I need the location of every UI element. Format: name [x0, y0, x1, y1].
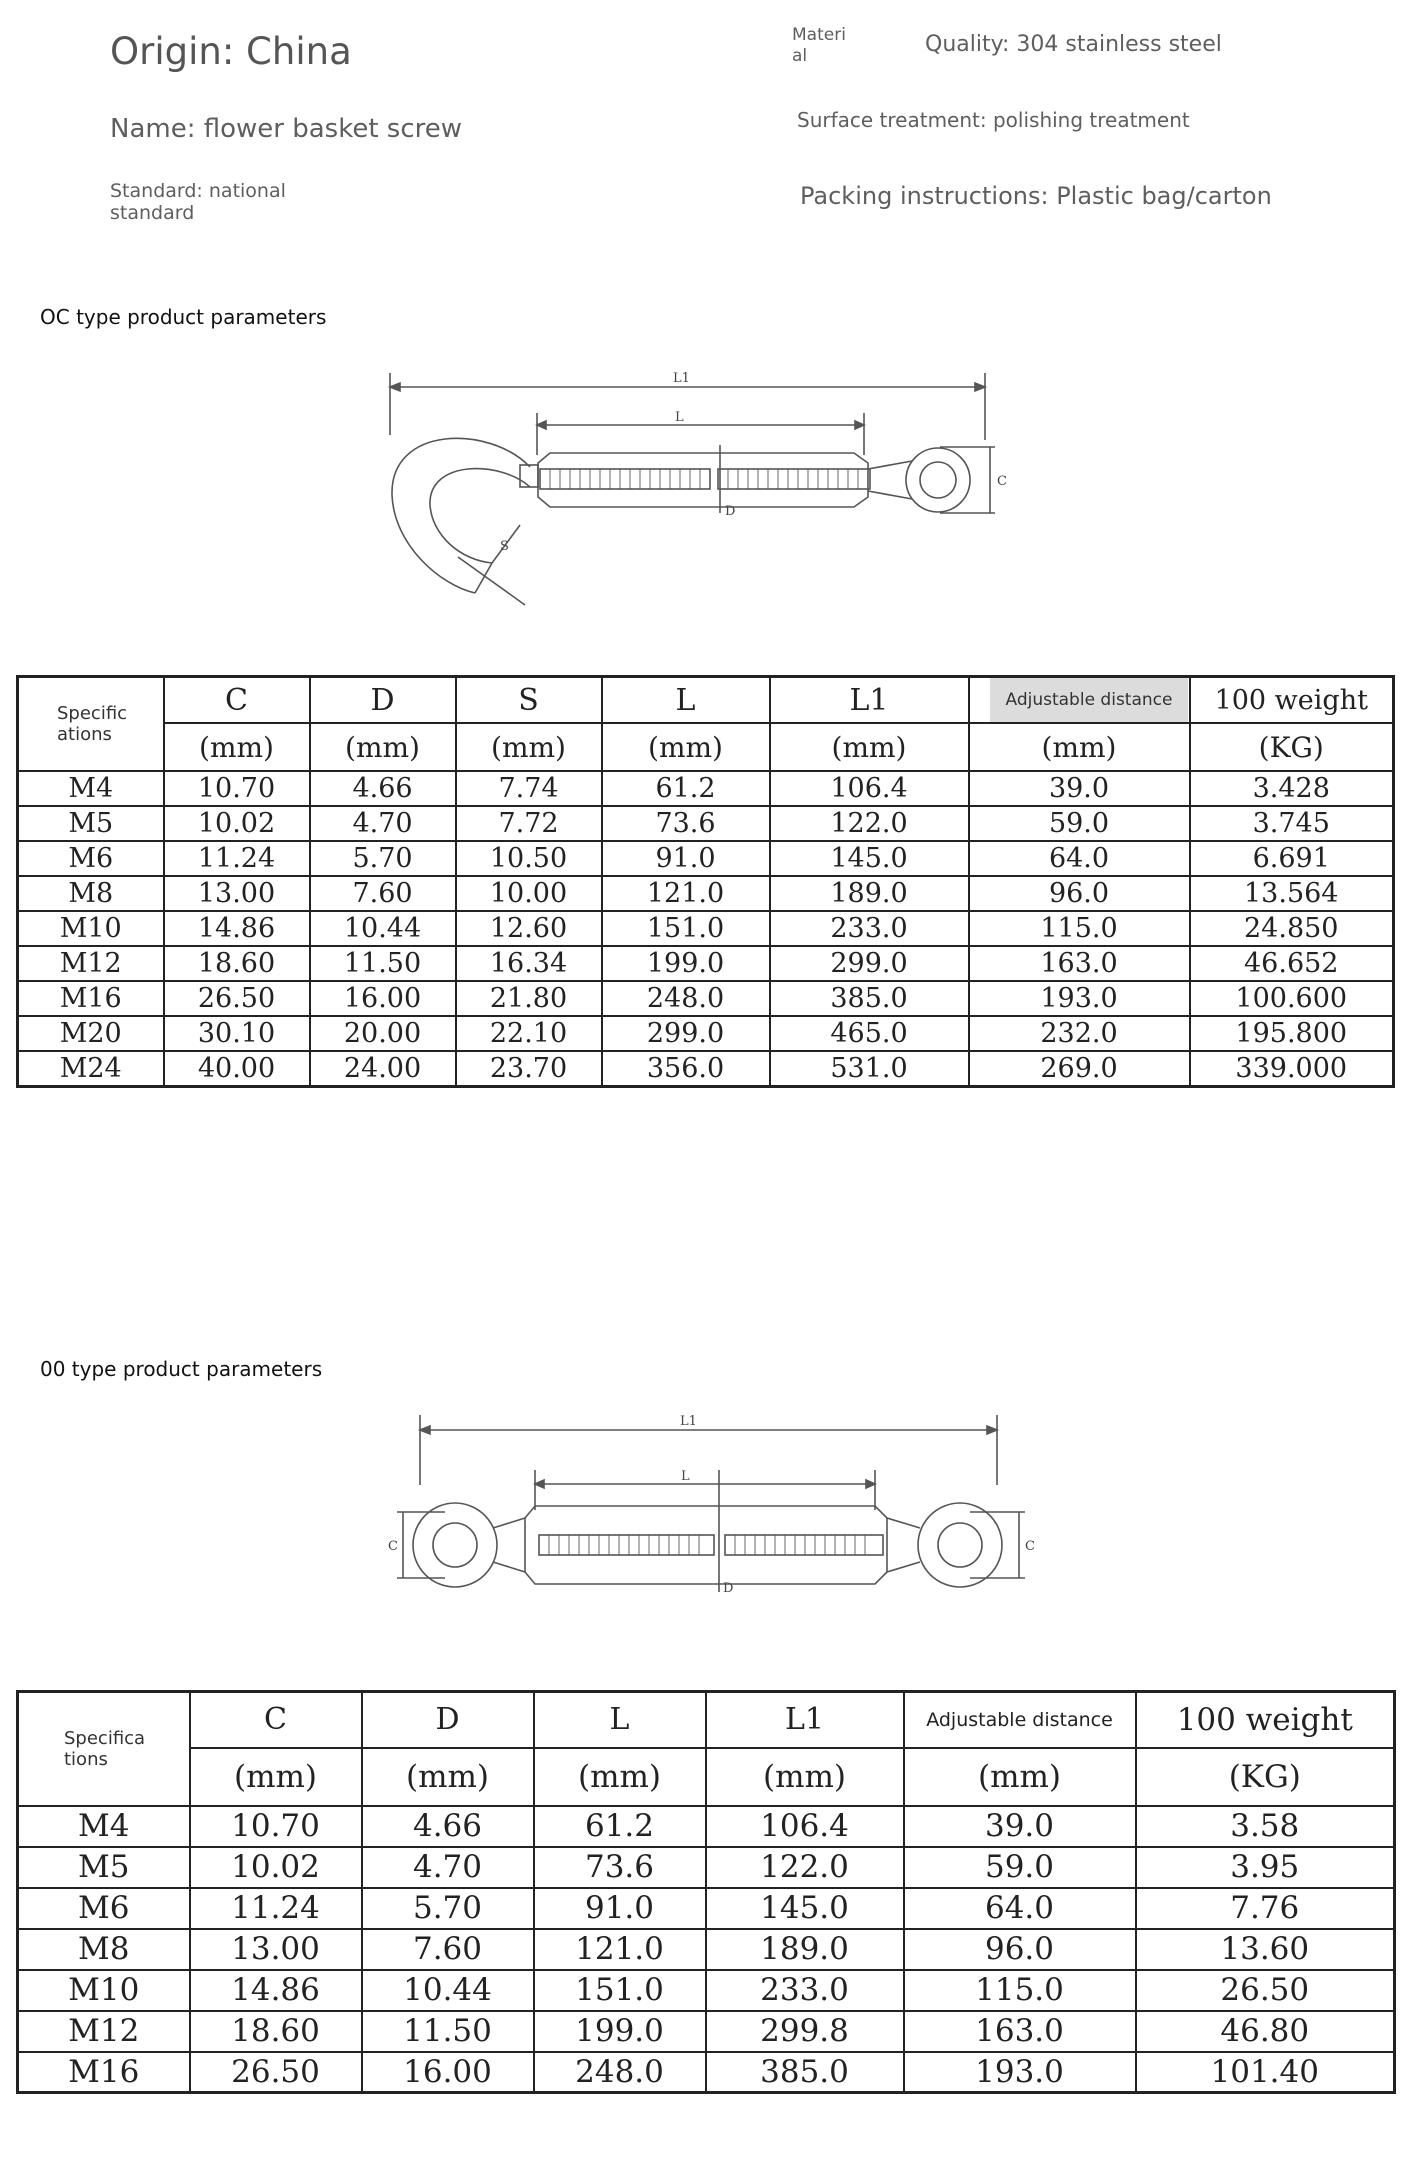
value-cell: 145.0 [706, 1888, 904, 1929]
unit-cell: (KG) [1190, 723, 1394, 771]
value-cell: 96.0 [904, 1929, 1136, 1970]
value-cell: 299.8 [706, 2011, 904, 2052]
spec-cell: M12 [18, 2011, 190, 2052]
value-cell: 199.0 [534, 2011, 706, 2052]
unit-cell: (mm) [164, 723, 310, 771]
value-cell: 7.76 [1136, 1888, 1395, 1929]
spec-cell: M16 [18, 2052, 190, 2093]
value-cell: 46.80 [1136, 2011, 1395, 2052]
spec-cell: M12 [18, 946, 164, 981]
value-cell: 20.00 [310, 1016, 456, 1051]
value-cell: 101.40 [1136, 2052, 1395, 2093]
table-row [18, 911, 1394, 946]
value-cell: 232.0 [969, 1016, 1190, 1051]
value-cell: 193.0 [904, 2052, 1136, 2093]
oc-turnbuckle-diagram [380, 365, 1020, 625]
standard-line1: Standard: national [110, 180, 286, 202]
col-header-c: C [164, 677, 310, 724]
value-cell: 21.80 [456, 981, 602, 1016]
value-cell: 356.0 [602, 1051, 770, 1086]
col-header-d: D [310, 677, 456, 724]
adjustable-label: Adjustable distance [990, 678, 1189, 722]
value-cell: 46.652 [1190, 946, 1394, 981]
value-cell: 151.0 [534, 1970, 706, 2011]
value-cell: 11.24 [164, 841, 310, 876]
table-row [18, 1929, 1395, 1970]
value-cell: 61.2 [602, 771, 770, 806]
unit-cell: (KG) [1136, 1748, 1395, 1806]
value-cell: 11.50 [362, 2011, 534, 2052]
value-cell: 121.0 [534, 1929, 706, 1970]
col-header-d: D [362, 1692, 534, 1748]
table-row [18, 1847, 1395, 1888]
value-cell: 39.0 [969, 771, 1190, 806]
spec-cell: M16 [18, 981, 164, 1016]
table-row [18, 2011, 1395, 2052]
spec-cell: M8 [18, 876, 164, 911]
oo-label-d: D [723, 1581, 734, 1596]
value-cell: 73.6 [602, 806, 770, 841]
table-row [18, 876, 1394, 911]
value-cell: 14.86 [190, 1970, 362, 2011]
oo-turnbuckle-diagram [385, 1410, 1045, 1610]
standard-line2: standard [110, 202, 195, 224]
value-cell: 122.0 [770, 806, 969, 841]
spec-cell: M5 [18, 1847, 190, 1888]
value-cell: 30.10 [164, 1016, 310, 1051]
unit-cell: (mm) [310, 723, 456, 771]
table-row [18, 1051, 1394, 1086]
oo-parameter-table [16, 1690, 1396, 2094]
value-cell: 22.10 [456, 1016, 602, 1051]
packing-text: Packing instructions: Plastic bag/carton [800, 182, 1272, 210]
spec-header [18, 1692, 190, 1806]
material-line2: al [792, 46, 808, 66]
spec-header-line2: ations [57, 724, 112, 745]
value-cell: 121.0 [602, 876, 770, 911]
oc-label-s: S [500, 539, 509, 554]
value-cell: 385.0 [770, 981, 969, 1016]
unit-cell: (mm) [534, 1748, 706, 1806]
value-cell: 24.00 [310, 1051, 456, 1086]
value-cell: 3.745 [1190, 806, 1394, 841]
unit-cell: (mm) [969, 723, 1190, 771]
spec-cell: M6 [18, 1888, 190, 1929]
value-cell: 199.0 [602, 946, 770, 981]
oc-table-body [18, 771, 1394, 1086]
table-row [18, 841, 1394, 876]
value-cell: 5.70 [310, 841, 456, 876]
value-cell: 3.58 [1136, 1806, 1395, 1847]
col-header-l: L [602, 677, 770, 724]
table-row [18, 1016, 1394, 1051]
spec-cell: M24 [18, 1051, 164, 1086]
value-cell: 106.4 [770, 771, 969, 806]
value-cell: 385.0 [706, 2052, 904, 2093]
oc-label-l1: L1 [673, 371, 690, 386]
value-cell: 10.70 [190, 1806, 362, 1847]
value-cell: 248.0 [602, 981, 770, 1016]
value-cell: 23.70 [456, 1051, 602, 1086]
value-cell: 14.86 [164, 911, 310, 946]
oc-label-l: L [675, 410, 684, 425]
value-cell: 7.60 [310, 876, 456, 911]
value-cell: 4.70 [310, 806, 456, 841]
surface-text: Surface treatment: polishing treatment [797, 108, 1190, 132]
value-cell: 16.00 [310, 981, 456, 1016]
oc-parameter-table [16, 675, 1395, 1088]
value-cell: 91.0 [534, 1888, 706, 1929]
spec-cell: M6 [18, 841, 164, 876]
spec-cell: M5 [18, 806, 164, 841]
quality-text: Quality: 304 stainless steel [925, 32, 1222, 57]
spec-cell: M8 [18, 1929, 190, 1970]
value-cell: 3.95 [1136, 1847, 1395, 1888]
oo-label-c-left: C [388, 1539, 398, 1554]
value-cell: 4.66 [362, 1806, 534, 1847]
value-cell: 61.2 [534, 1806, 706, 1847]
value-cell: 5.70 [362, 1888, 534, 1929]
value-cell: 64.0 [969, 841, 1190, 876]
value-cell: 11.24 [190, 1888, 362, 1929]
col-header-l1: L1 [706, 1692, 904, 1748]
value-cell: 115.0 [904, 1970, 1136, 2011]
value-cell: 16.00 [362, 2052, 534, 2093]
value-cell: 4.70 [362, 1847, 534, 1888]
value-cell: 163.0 [904, 2011, 1136, 2052]
value-cell: 339.000 [1190, 1051, 1394, 1086]
value-cell: 40.00 [164, 1051, 310, 1086]
value-cell: 13.60 [1136, 1929, 1395, 1970]
value-cell: 7.60 [362, 1929, 534, 1970]
spec-cell: M10 [18, 1970, 190, 2011]
value-cell: 6.691 [1190, 841, 1394, 876]
table-row [18, 1888, 1395, 1929]
value-cell: 7.72 [456, 806, 602, 841]
col-header-c: C [190, 1692, 362, 1748]
value-cell: 189.0 [770, 876, 969, 911]
col-header-s: S [456, 677, 602, 724]
spec-header-line1: Specifica [64, 1727, 146, 1749]
value-cell: 13.564 [1190, 876, 1394, 911]
oc-label-c: C [997, 474, 1007, 489]
value-cell: 11.50 [310, 946, 456, 981]
unit-cell: (mm) [362, 1748, 534, 1806]
value-cell: 3.428 [1190, 771, 1394, 806]
value-cell: 26.50 [164, 981, 310, 1016]
spec-cell: M10 [18, 911, 164, 946]
value-cell: 24.850 [1190, 911, 1394, 946]
value-cell: 100.600 [1190, 981, 1394, 1016]
value-cell: 10.44 [310, 911, 456, 946]
spec-header-line1: Specific [57, 703, 128, 724]
value-cell: 195.800 [1190, 1016, 1394, 1051]
value-cell: 26.50 [190, 2052, 362, 2093]
value-cell: 16.34 [456, 946, 602, 981]
value-cell: 106.4 [706, 1806, 904, 1847]
value-cell: 39.0 [904, 1806, 1136, 1847]
value-cell: 531.0 [770, 1051, 969, 1086]
value-cell: 96.0 [969, 876, 1190, 911]
value-cell: 7.74 [456, 771, 602, 806]
table-row [18, 2052, 1395, 2093]
oo-label-c-right: C [1025, 1539, 1035, 1554]
value-cell: 10.00 [456, 876, 602, 911]
oo-section-title: 00 type product parameters [40, 1357, 323, 1381]
oo-label-l: L [681, 1469, 690, 1484]
spec-header-line2: tions [64, 1748, 108, 1770]
oo-label-l1: L1 [680, 1414, 697, 1429]
value-cell: 91.0 [602, 841, 770, 876]
value-cell: 13.00 [190, 1929, 362, 1970]
unit-cell: (mm) [706, 1748, 904, 1806]
value-cell: 189.0 [706, 1929, 904, 1970]
unit-cell: (mm) [602, 723, 770, 771]
col-header-adjustable: Adjustable distance [904, 1692, 1136, 1748]
unit-cell: (mm) [190, 1748, 362, 1806]
value-cell: 299.0 [770, 946, 969, 981]
value-cell: 145.0 [770, 841, 969, 876]
oc-label-d: D [725, 504, 736, 519]
value-cell: 248.0 [534, 2052, 706, 2093]
value-cell: 163.0 [969, 946, 1190, 981]
value-cell: 10.70 [164, 771, 310, 806]
value-cell: 10.50 [456, 841, 602, 876]
value-cell: 465.0 [770, 1016, 969, 1051]
col-header-adjustable [969, 677, 1190, 724]
value-cell: 10.02 [164, 806, 310, 841]
value-cell: 115.0 [969, 911, 1190, 946]
table-row [18, 1970, 1395, 2011]
unit-cell: (mm) [770, 723, 969, 771]
table-row [18, 946, 1394, 981]
spec-cell: M4 [18, 1806, 190, 1847]
value-cell: 64.0 [904, 1888, 1136, 1929]
table-row [18, 981, 1394, 1016]
unit-cell: (mm) [456, 723, 602, 771]
value-cell: 18.60 [164, 946, 310, 981]
value-cell: 151.0 [602, 911, 770, 946]
origin-text: Origin: China [110, 30, 352, 73]
value-cell: 10.44 [362, 1970, 534, 2011]
value-cell: 122.0 [706, 1847, 904, 1888]
table-row [18, 806, 1394, 841]
value-cell: 18.60 [190, 2011, 362, 2052]
spec-cell: M20 [18, 1016, 164, 1051]
value-cell: 269.0 [969, 1051, 1190, 1086]
col-header-l1: L1 [770, 677, 969, 724]
value-cell: 73.6 [534, 1847, 706, 1888]
value-cell: 26.50 [1136, 1970, 1395, 2011]
col-header-weight: 100 weight [1190, 677, 1394, 724]
value-cell: 59.0 [969, 806, 1190, 841]
col-header-l: L [534, 1692, 706, 1748]
table-row [18, 1806, 1395, 1847]
value-cell: 299.0 [602, 1016, 770, 1051]
value-cell: 10.02 [190, 1847, 362, 1888]
oc-section-title: OC type product parameters [40, 305, 327, 329]
value-cell: 13.00 [164, 876, 310, 911]
unit-cell: (mm) [904, 1748, 1136, 1806]
value-cell: 233.0 [706, 1970, 904, 2011]
table-row [18, 771, 1394, 806]
value-cell: 4.66 [310, 771, 456, 806]
value-cell: 233.0 [770, 911, 969, 946]
value-cell: 59.0 [904, 1847, 1136, 1888]
value-cell: 12.60 [456, 911, 602, 946]
col-header-weight: 100 weight [1136, 1692, 1395, 1748]
value-cell: 193.0 [969, 981, 1190, 1016]
name-text: Name: flower basket screw [110, 114, 463, 144]
material-line1: Materi [792, 25, 846, 45]
oo-table-body [18, 1806, 1395, 2093]
spec-cell: M4 [18, 771, 164, 806]
spec-header [18, 677, 164, 772]
